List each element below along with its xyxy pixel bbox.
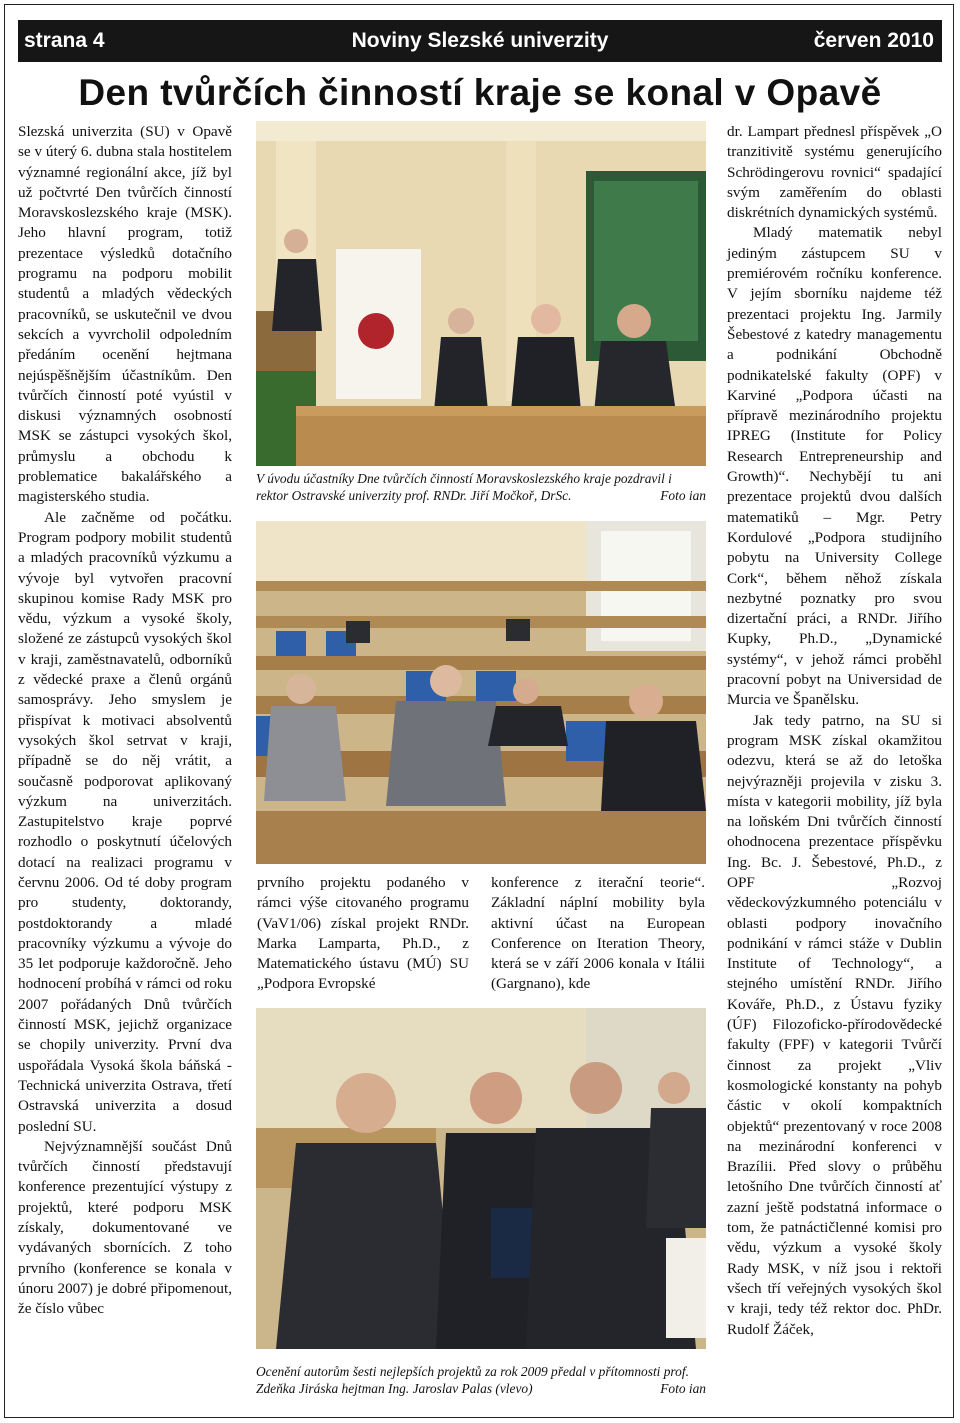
paragraph: Nejvýznamnější součást Dnů tvůrčích činností představují konference prezentující výstupy z projektů, které podporu MSK získaly, dokumentované ve vydávaných sbornících. Z toho prvního (konference se konala v únoru 2007) je dobré připomenout, že číslo vůbec — [18, 1137, 232, 1318]
photo-award-ceremony — [256, 1008, 706, 1349]
caption-text: Ocenění autorům šesti nejlepších projektů za rok 2009 předal v přítomnosti prof. Zdeňka Jiráska hejtman Ing. Jaroslav Palas (vlevo) — [256, 1364, 689, 1396]
paragraph: prvního projektu podaného v rámci výše citovaného programu (VaV1/06) získal projekt RNDr. Marka Lamparta, Ph.D., z Matematického ústavu (MÚ) SU „Podpora Evropské — [257, 874, 469, 993]
paragraph: konference z iterační teorie“. Základní náplní mobility byla aktivní účast na European Conference on Iteration Theory, která se v září 2006 konala v Itálii (Gargnano), kde — [491, 874, 705, 993]
photo-caption-1 — [256, 470, 706, 504]
article-column-3 — [491, 873, 705, 995]
photo-auditorium — [256, 521, 706, 864]
paragraph: Slezská univerzita (SU) v Opavě se v úterý 6. dubna stala hostitelem významné regionální akce, jíž byl už počtvrté Den tvůrčích činností Moravskoslezského kraje (MSK). Jeho hlavní program, totiž prezentace výsledků dotačního programu na podporu mobilit studentů a mladých vědeckých pracovníků, se uskutečnil ve dvou sekcích a vyvrcholil odpoledním předáním ocenění hejtmana nejúspěšnějším účastníkům. Den tvůrčích činností poté vyústil v diskusi významných osobností MSK se zástupci vysokých škol, průmyslu a obchodu k problematice bakalářského a magisterského studia. — [18, 123, 232, 506]
article-headline: Den tvůrčích činností kraje se konal v Opavě — [78, 72, 882, 113]
article-column-4 — [727, 122, 942, 1340]
paragraph: Jak tedy patrno, na SU si program MSK získal okamžitou odezvu, která se až do letoška nejvýrazněji projevila v zisku 3. místa v kategorii mobility, jíž byla na loňském Dni tvůrčích činností ohodnocena prezentace příspěvku Ing. Bc. J. Šebestové, Ph.D., z OPF „Rozvoj vědeckovýzkumného potenciálu v oblasti podpory inovačního podnikání v rámci stáže v Dublin Institute of Technology“, a stejného umístění RNDr. Jiřího Kováře, Ph.D., z Ústavu fyziky (ÚF) Filozoficko-přírodovědecké fakulty (FPF) v kategorii Tvůrčí činnost za projekt „Vliv kosmologické konstanty na pohyb částic v okolí kompaktních objektů“ prezentovaný v roce 2008 na mezinárodní konferenci v Brazílii. Před slovy o průběhu letošního Dne tvůrčích činností ať zazní ještě podstatná informace o tom, že patnáctičlenné komisi pro vědu, výzkum a vysoké školy Rady MSK, v níž jsou i rektoři všech tří veřejných vysokých škol v kraji, tedy též rektor doc. PhDr. Rudolf Žáček, — [727, 711, 942, 1338]
article-column-1 — [18, 122, 232, 1320]
caption-text: V úvodu účastníky Dne tvůrčích činností Moravskoslezského kraje pozdravil i rektor Ostravské univerzity prof. RNDr. Jiří Močkoř, DrSc. — [256, 471, 672, 503]
newspaper-name: Noviny Slezské univerzity — [351, 29, 609, 52]
photo-caption-3 — [256, 1363, 706, 1397]
page-header — [18, 20, 942, 62]
photo-conference-podium — [256, 121, 706, 466]
paragraph: dr. Lampart přednesl příspěvek „O tranzitivitě systému generujícího Schrödingerovu rovnici“ spadající svým zaměřením do oblasti diskrétních dynamických systémů. — [727, 123, 942, 222]
page-number: strana 4 — [24, 29, 105, 52]
issue-date: červen 2010 — [813, 29, 934, 52]
paragraph: Mladý matematik nebyl jediným zástupcem SU v premiérovém ročníku konference. V jejím sborníku najdeme též prezentaci projektu Ing. Jarmily Šebestové z katedry managementu a podnikání Obchodně podnikatelské fakulty (OPF) v Karviné „Podpora účasti na přípravě mezinárodního projektu IPREG (Institute for Policy Research Entrepreneurship and Growth)“. Nechybějí tu ani prezentace projektů dvou dalších matematiků – Mgr. Petry Kordulové „Podpora studijního pobytu na University College Cork“, během něhož získala nezbytné poznatky pro svou dizertační práci, a RNDr. Jiřího Kupky, Ph.D., „Dynamické systémy“, v jehož rámci proběhl pracovní pobyt na Universidad de Murcia ve Španělsku. — [727, 224, 942, 709]
photo-credit: Foto ian — [650, 1380, 706, 1397]
paragraph: Ale začněme od počátku. Program podpory mobilit studentů a mladých pracovníků výzkumu a vývoje byl vytvořen pracovní skupinou komise Rady MSK pro vědu, výzkum a vysoké školy, složené ze zástupců vysokých škol v kraji, zaměstnavatelů, odborníků z vědecké praxe a členů orgánů samosprávy. Jeho smyslem je přispívat k motivaci absolventů vysokých škol setrvat v kraji, případně se do něj vrátit, a současně podporovat aplikovaný výzkum na univerzitách. Zastupitelstvo kraje poprvé rozhodlo o poskytnutí účelových dotací na realizaci programu v červnu 2006. Od té doby program pro studenty, doktorandy, postdoktorandy a mladé pracovníky výzkumu a vývoje do 35 let podporuje každoročně. Jeho hodnocení probíhá v rámci od roku 2007 pořádaných Dnů tvůrčích činností MSK, jejichž organizace se chopily univerzity. První dva uspořádala Vysoká škola báňská - Technická univerzita Ostrava, třetí Ostravská univerzita a dosud poslední SU. — [18, 508, 232, 1135]
photo-credit: Foto ian — [650, 487, 706, 504]
article-column-2 — [257, 873, 469, 995]
